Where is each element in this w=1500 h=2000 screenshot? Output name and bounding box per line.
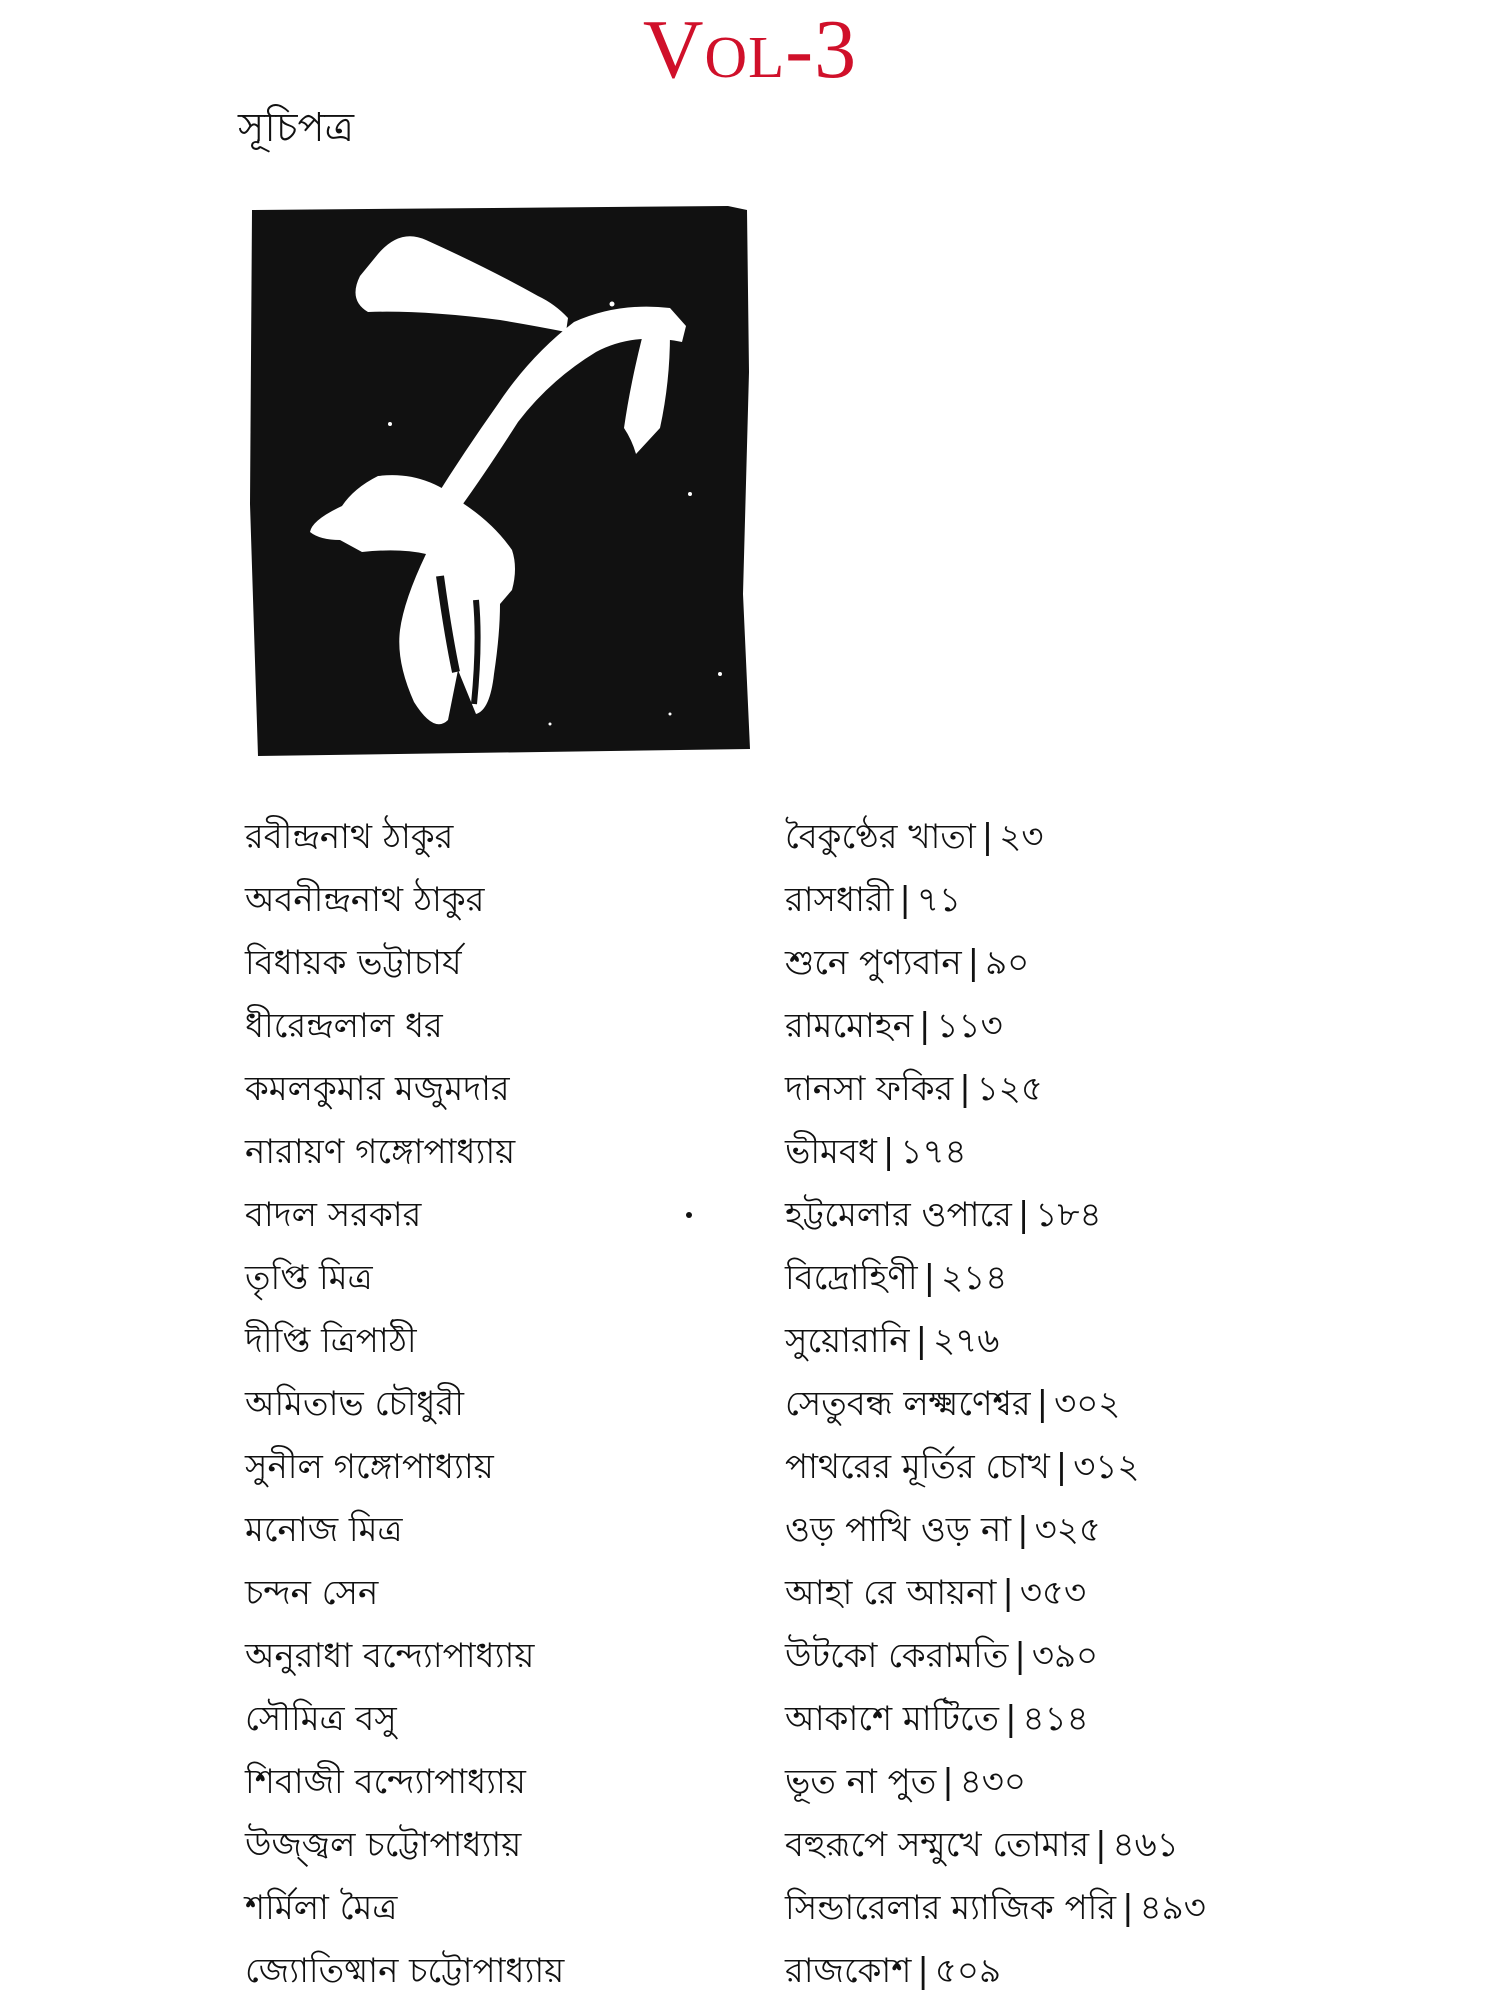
work-title: রাজকোশ bbox=[785, 1951, 912, 1991]
author-name: সৌমিত্র বসু bbox=[245, 1699, 397, 1739]
work-title: হট্টমেলার ওপারে bbox=[785, 1195, 1012, 1235]
work-title: রাসধারী bbox=[785, 880, 894, 920]
author-name: কমলকুমার মজুমদার bbox=[245, 1069, 510, 1109]
page-number: ১৮৪ bbox=[1035, 1195, 1102, 1235]
author-name: শিবাজী বন্দ্যোপাধ্যায় bbox=[245, 1762, 526, 1802]
separator: | bbox=[919, 1006, 931, 1046]
separator: | bbox=[1014, 1636, 1026, 1676]
work-entry bbox=[785, 1184, 1102, 1247]
page-number: ৪৯৩ bbox=[1139, 1888, 1206, 1928]
page-number: ৩৫৩ bbox=[1019, 1573, 1087, 1613]
author-name: উজ্জ্বল চট্টোপাধ্যায় bbox=[245, 1825, 522, 1865]
author-name: দীপ্তি ত্রিপাঠী bbox=[245, 1321, 417, 1361]
toc-row bbox=[245, 869, 1365, 932]
page-number: ৩৯০ bbox=[1031, 1636, 1099, 1676]
work-title: ভূত না পুত bbox=[785, 1762, 937, 1802]
work-entry bbox=[785, 1058, 1043, 1121]
page-number: ৩০২ bbox=[1054, 1384, 1121, 1424]
work-title: বৈকুণ্ঠের খাতা bbox=[785, 817, 976, 857]
work-title: ভীমবধ bbox=[785, 1132, 877, 1172]
toc-row bbox=[245, 1247, 1365, 1310]
work-entry bbox=[785, 1877, 1206, 1940]
author-name: বাদল সরকার bbox=[245, 1195, 422, 1235]
author-name: তৃপ্তি মিত্র bbox=[245, 1258, 373, 1298]
author-name: বিধায়ক ভট্টাচার্য bbox=[245, 943, 462, 983]
author-name: ধীরেন্দ্রলাল ধর bbox=[245, 1006, 443, 1046]
author-name: অমিতাভ চৌধুরী bbox=[245, 1384, 464, 1424]
speck bbox=[549, 723, 552, 726]
page-number: ২১৪ bbox=[941, 1258, 1008, 1298]
separator: | bbox=[1122, 1888, 1134, 1928]
speck bbox=[610, 302, 615, 307]
toc-row bbox=[245, 1310, 1365, 1373]
page-number: ১২৫ bbox=[976, 1069, 1043, 1109]
work-title: শুনে পুণ্যবান bbox=[785, 943, 962, 983]
table-of-contents bbox=[245, 806, 1365, 2000]
page-number: ১৭৪ bbox=[900, 1132, 967, 1172]
page-number: ৪৩০ bbox=[959, 1762, 1026, 1802]
work-title: উটকো কেরামতি bbox=[785, 1636, 1009, 1676]
separator: | bbox=[917, 1951, 929, 1991]
toc-row bbox=[245, 1625, 1365, 1688]
separator: | bbox=[1017, 1510, 1029, 1550]
author-name: সুনীল গঙ্গোপাধ্যায় bbox=[245, 1447, 494, 1487]
work-title: দানসা ফকির bbox=[785, 1069, 954, 1109]
toc-row bbox=[245, 1562, 1365, 1625]
toc-row bbox=[245, 1436, 1365, 1499]
work-title: সেতুবন্ধ লক্ষ্মণেশ্বর bbox=[785, 1384, 1031, 1424]
work-entry bbox=[785, 1121, 967, 1184]
page-number: ৯০ bbox=[985, 943, 1030, 983]
page-number: ১১৩ bbox=[936, 1006, 1003, 1046]
work-entry bbox=[785, 1310, 999, 1373]
toc-row bbox=[245, 1373, 1365, 1436]
work-entry bbox=[785, 1436, 1140, 1499]
work-entry bbox=[785, 932, 1029, 995]
page-number: ৩১২ bbox=[1073, 1447, 1140, 1487]
work-entry bbox=[785, 1373, 1120, 1436]
work-entry bbox=[785, 1562, 1086, 1625]
page-number: ৪৬১ bbox=[1112, 1825, 1179, 1865]
work-entry bbox=[785, 1688, 1089, 1751]
speck bbox=[718, 672, 722, 676]
separator: | bbox=[967, 943, 980, 983]
toc-row bbox=[245, 1184, 1365, 1247]
toc-row bbox=[245, 1940, 1365, 2000]
work-entry bbox=[785, 1751, 1026, 1814]
work-entry bbox=[785, 995, 1003, 1058]
separator: | bbox=[1055, 1447, 1068, 1487]
separator: | bbox=[1036, 1384, 1049, 1424]
author-name: জ্যোতিষ্মান চট্টোপাধ্যায় bbox=[245, 1951, 565, 1991]
work-title: রামমোহন bbox=[785, 1006, 913, 1046]
author-name: অবনীন্দ্রনাথ ঠাকুর bbox=[245, 880, 485, 920]
work-entry bbox=[785, 1499, 1101, 1562]
work-entry bbox=[785, 1625, 1098, 1688]
work-title: আহা রে আয়না bbox=[785, 1573, 997, 1613]
stray-ink-dot bbox=[686, 1212, 692, 1218]
page-number: ২৭৬ bbox=[933, 1321, 1000, 1361]
work-entry bbox=[785, 1247, 1007, 1310]
work-title: ওড় পাখি ওড় না bbox=[785, 1510, 1012, 1550]
author-name: চন্দন সেন bbox=[245, 1573, 379, 1613]
work-title: আকাশে মাটিতে bbox=[785, 1699, 1000, 1739]
author-name: মনোজ মিত্র bbox=[245, 1510, 403, 1550]
separator: | bbox=[923, 1258, 936, 1298]
toc-row bbox=[245, 1688, 1365, 1751]
petal-split-2 bbox=[474, 600, 478, 704]
flower-woodcut-icon bbox=[250, 204, 914, 760]
page-number: ৫০৯ bbox=[934, 1951, 1002, 1991]
separator: | bbox=[1095, 1825, 1107, 1865]
work-title: পাথরের মূর্তির চোখ bbox=[785, 1447, 1050, 1487]
author-name: রবীন্দ্রনাথ ঠাকুর bbox=[245, 817, 454, 857]
page-number: ৭১ bbox=[916, 880, 962, 920]
separator: | bbox=[882, 1132, 895, 1172]
separator: | bbox=[1017, 1195, 1030, 1235]
page-number: ৩২৫ bbox=[1034, 1510, 1101, 1550]
toc-row bbox=[245, 1751, 1365, 1814]
separator: | bbox=[959, 1069, 971, 1109]
work-title: বিদ্রোহিণী bbox=[785, 1258, 918, 1298]
speck bbox=[669, 713, 672, 716]
work-entry bbox=[785, 806, 1043, 869]
toc-row bbox=[245, 932, 1365, 995]
separator: | bbox=[915, 1321, 928, 1361]
toc-row bbox=[245, 995, 1365, 1058]
separator: | bbox=[899, 880, 911, 920]
contents-heading: সূচিপত্র bbox=[238, 105, 354, 151]
author-name: অনুরাধা বন্দ্যোপাধ্যায় bbox=[245, 1636, 535, 1676]
work-title: বহুরূপে সম্মুখে তোমার bbox=[785, 1825, 1090, 1865]
toc-row bbox=[245, 1814, 1365, 1877]
work-entry bbox=[785, 1940, 1001, 2000]
author-name: নারায়ণ গঙ্গোপাধ্যায় bbox=[245, 1132, 516, 1172]
volume-title: Vol-3 bbox=[642, 3, 858, 96]
work-entry bbox=[785, 1814, 1179, 1877]
separator: | bbox=[981, 817, 994, 857]
toc-row bbox=[245, 1877, 1365, 1940]
toc-row bbox=[245, 1499, 1365, 1562]
speck bbox=[688, 492, 692, 496]
toc-row bbox=[245, 1121, 1365, 1184]
page-number: ২৩ bbox=[999, 817, 1044, 857]
toc-row bbox=[245, 1058, 1365, 1121]
work-title: সুয়োরানি bbox=[785, 1321, 910, 1361]
separator: | bbox=[1005, 1699, 1017, 1739]
separator: | bbox=[942, 1762, 954, 1802]
work-title: সিন্ডারেলার ম্যাজিক পরি bbox=[785, 1888, 1117, 1928]
author-name: শর্মিলা মৈত্র bbox=[245, 1888, 398, 1928]
page-number: ৪১৪ bbox=[1022, 1699, 1089, 1739]
work-entry bbox=[785, 869, 961, 932]
toc-row bbox=[245, 806, 1365, 869]
speck bbox=[388, 422, 392, 426]
separator: | bbox=[1002, 1573, 1014, 1613]
